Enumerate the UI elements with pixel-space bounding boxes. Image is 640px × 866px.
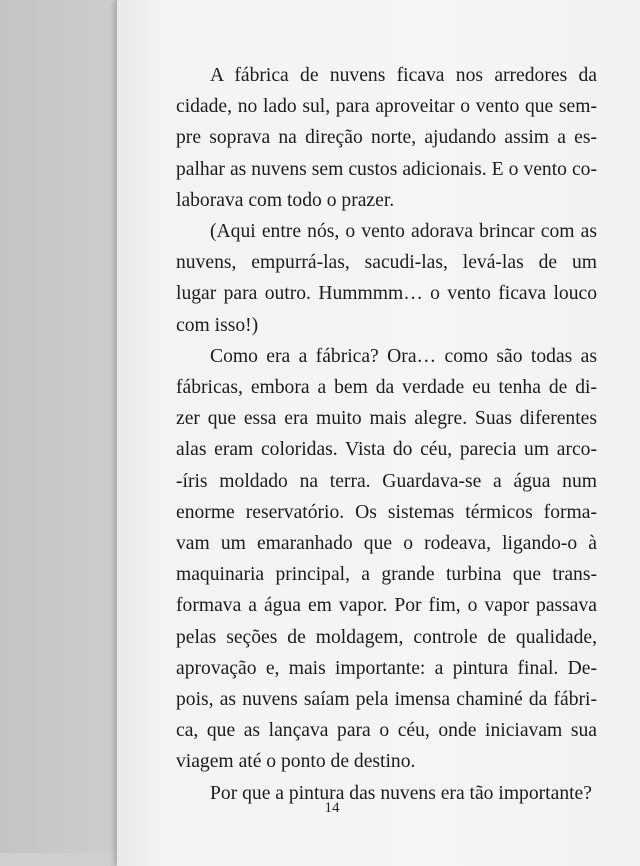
text-line: laborava com todo o prazer.: [176, 189, 395, 211]
text-line: maquinaria principal, a grande turbina que trans-: [176, 564, 597, 586]
text-line: vam um emaranhado que o rodeava, ligando-o à: [176, 533, 597, 555]
text-line: ca, que as lançava para o céu, onde iniciavam sua: [176, 720, 597, 742]
text-line: nuvens, empurrá-las, sacudi-las, levá-las de um: [176, 252, 597, 274]
page-text: [176, 60, 597, 809]
text-line: pelas seções de moldagem, controle de qualidade,: [176, 626, 597, 648]
text-line: com isso!): [176, 314, 259, 336]
text-line: viagem até o ponto de destino.: [176, 751, 416, 773]
text-line: pois, as nuvens saíam pela imensa chaminé da fábri-: [176, 689, 597, 711]
text-line: cidade, no lado sul, para aproveitar o vento que sem-: [176, 96, 597, 118]
text-line: Como era a fábrica? Ora… como são todas as: [210, 345, 597, 367]
text-line: pre soprava na direção norte, ajudando assim a es-: [176, 127, 597, 149]
text-line: zer que essa era muito mais alegre. Suas diferentes: [176, 408, 597, 430]
text-line: A fábrica de nuvens ficava nos arredores da: [210, 65, 597, 86]
text-line: enorme reservatório. Os sistemas térmicos forma-: [176, 501, 597, 523]
text-line: fábricas, embora a bem da verdade eu tenha de di-: [176, 377, 597, 399]
text-line: palhar as nuvens sem custos adicionais. E o vento co-: [176, 158, 597, 180]
text-line: lugar para outro. Hummmm… o vento ficava louco: [176, 283, 597, 305]
text-line: Por que a pintura das nuvens era tão importante?: [210, 782, 592, 804]
text-line: (Aqui entre nós, o vento adorava brincar com as: [210, 221, 597, 243]
page-number: 14: [324, 800, 340, 816]
text-line: aprovação e, mais importante: a pintura final. De-: [176, 657, 597, 679]
text-line: alas eram coloridas. Vista do céu, parecia um arco-: [176, 439, 597, 461]
text-line: formava a água em vapor. Por fim, o vapor passava: [176, 595, 597, 617]
text-line: -íris moldado na terra. Guardava-se a água num: [176, 470, 597, 492]
